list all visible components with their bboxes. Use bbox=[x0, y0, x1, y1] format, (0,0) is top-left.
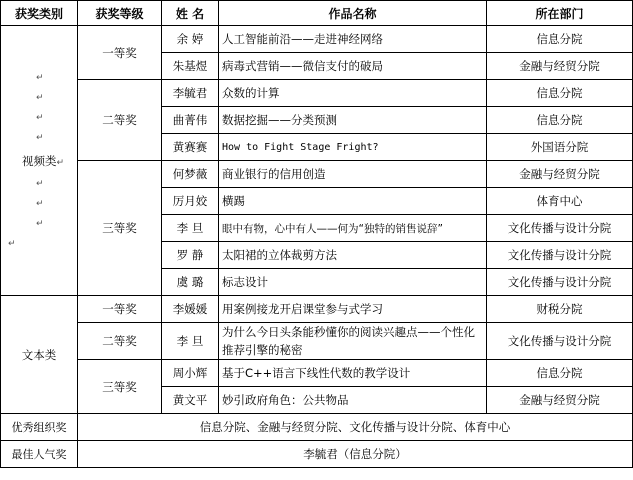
table-row bbox=[1, 161, 633, 188]
category-org: 优秀组织奖 bbox=[1, 414, 78, 441]
paragraph-mark: ↵ bbox=[36, 112, 44, 123]
winner-name: 李 旦 bbox=[162, 323, 219, 360]
level-second: 二等奖 bbox=[78, 80, 162, 161]
department: 金融与经贸分院 bbox=[487, 53, 633, 80]
winner-name: 曲菁伟 bbox=[162, 107, 219, 134]
winner-name: 黄赛赛 bbox=[162, 134, 219, 161]
category-video bbox=[1, 26, 78, 296]
header-level: 获奖等级 bbox=[78, 1, 162, 26]
work-title: 基于C++语言下线性代数的教学设计 bbox=[219, 360, 487, 387]
paragraph-mark: ↵ bbox=[56, 157, 65, 168]
department: 文化传播与设计分院 bbox=[487, 242, 633, 269]
work-title: 横踢 bbox=[219, 188, 487, 215]
winner-name: 李毓君 bbox=[162, 80, 219, 107]
table-row bbox=[1, 80, 633, 107]
winner-name: 虞 璐 bbox=[162, 269, 219, 296]
table-row bbox=[1, 26, 633, 53]
department: 财税分院 bbox=[487, 296, 633, 323]
work-title: 标志设计 bbox=[219, 269, 487, 296]
department: 外国语分院 bbox=[487, 134, 633, 161]
work-title: 眼中有物，心中有人——何为“独特的销售说辞” bbox=[219, 215, 487, 242]
winner-name: 李 旦 bbox=[162, 215, 219, 242]
paragraph-mark: ↵ bbox=[36, 218, 44, 229]
department: 体育中心 bbox=[487, 188, 633, 215]
work-title: 商业银行的信用创造 bbox=[219, 161, 487, 188]
department: 金融与经贸分院 bbox=[487, 387, 633, 414]
work-title: 为什么今日头条能秒懂你的阅读兴趣点——个性化推荐引擎的秘密 bbox=[219, 323, 487, 360]
department: 金融与经贸分院 bbox=[487, 161, 633, 188]
category-video-label: 视频类 bbox=[22, 153, 57, 168]
work-title: 太阳裙的立体裁剪方法 bbox=[219, 242, 487, 269]
work-title: 用案例接龙开启课堂参与式学习 bbox=[219, 296, 487, 323]
department: 文化传播与设计分院 bbox=[487, 269, 633, 296]
level-first: 一等奖 bbox=[78, 26, 162, 80]
work-title: 人工智能前沿——走进神经网络 bbox=[219, 26, 487, 53]
department: 信息分院 bbox=[487, 107, 633, 134]
level-second: 二等奖 bbox=[78, 323, 162, 360]
winner-name: 余 婷 bbox=[162, 26, 219, 53]
table-row bbox=[1, 414, 633, 441]
work-title: 妙引政府角色：公共物品 bbox=[219, 387, 487, 414]
work-title: 众数的计算 bbox=[219, 80, 487, 107]
header-category: 获奖类别 bbox=[1, 1, 78, 26]
table-row bbox=[1, 296, 633, 323]
department: 文化传播与设计分院 bbox=[487, 215, 633, 242]
paragraph-mark: ↵ bbox=[36, 92, 44, 103]
org-award-value: 信息分院、金融与经贸分院、文化传播与设计分院、体育中心 bbox=[78, 414, 633, 441]
table-row bbox=[1, 360, 633, 387]
level-third: 三等奖 bbox=[78, 161, 162, 296]
paragraph-mark: ↵ bbox=[8, 238, 16, 249]
paragraph-mark: ↵ bbox=[36, 198, 44, 209]
category-popular: 最佳人气奖 bbox=[1, 441, 78, 468]
popular-award-value: 李毓君（信息分院） bbox=[78, 441, 633, 468]
header-row bbox=[1, 1, 633, 26]
department: 文化传播与设计分院 bbox=[487, 323, 633, 360]
winner-name: 何梦薇 bbox=[162, 161, 219, 188]
department: 信息分院 bbox=[487, 360, 633, 387]
paragraph-mark: ↵ bbox=[36, 132, 44, 143]
winner-name: 李媛媛 bbox=[162, 296, 219, 323]
winner-name: 罗 静 bbox=[162, 242, 219, 269]
header-name: 姓 名 bbox=[162, 1, 219, 26]
winner-name: 周小辉 bbox=[162, 360, 219, 387]
paragraph-mark: ↵ bbox=[36, 178, 44, 189]
level-third: 三等奖 bbox=[78, 360, 162, 414]
header-title: 作品名称 bbox=[219, 1, 487, 26]
work-title: 数据挖掘——分类预测 bbox=[219, 107, 487, 134]
work-title: 病毒式营销——微信支付的破局 bbox=[219, 53, 487, 80]
paragraph-mark: ↵ bbox=[36, 72, 44, 83]
winner-name: 朱基煜 bbox=[162, 53, 219, 80]
header-dept: 所在部门 bbox=[487, 1, 633, 26]
winner-name: 厉月姣 bbox=[162, 188, 219, 215]
category-label bbox=[22, 153, 74, 169]
winner-name: 黄文平 bbox=[162, 387, 219, 414]
table-row bbox=[1, 441, 633, 468]
category-text: 文本类 bbox=[1, 296, 78, 414]
department: 信息分院 bbox=[487, 80, 633, 107]
work-title: How to Fight Stage Fright? bbox=[219, 134, 487, 161]
department: 信息分院 bbox=[487, 26, 633, 53]
level-first: 一等奖 bbox=[78, 296, 162, 323]
